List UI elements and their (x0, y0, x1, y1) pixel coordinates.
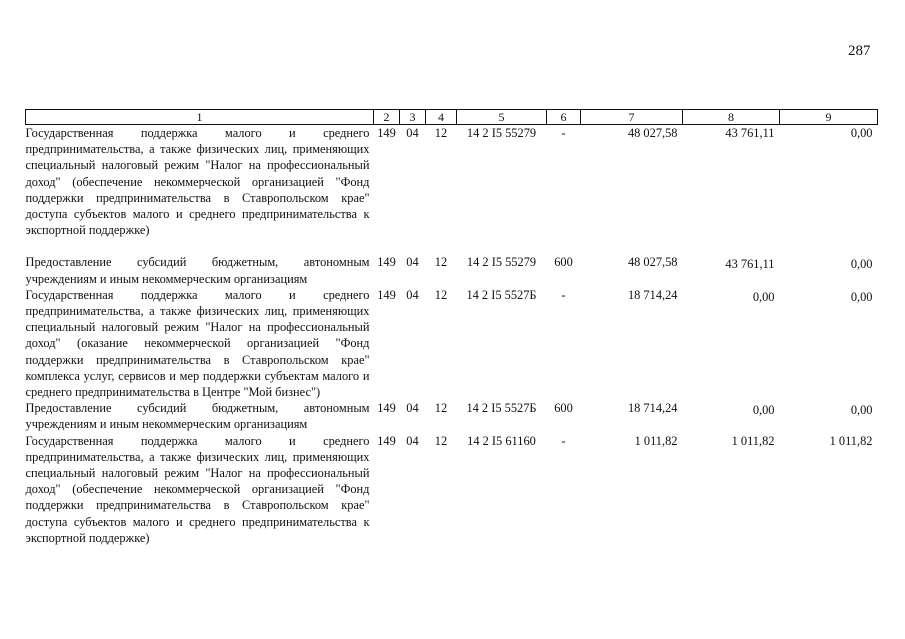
table-row (26, 254, 878, 286)
table-header (26, 110, 878, 125)
row-name: Государственная поддержка малого и среднего предпринимательства, а также физических лиц, применяющих специальный налоговый режим "Налог на профессиональный доход" (оказание некоммерческой организацией "Фонд поддержки предпринимательства в Ставропольском крае" комплекса услуг, сервисов и мер поддержки субъектам малого и среднего предпринимательства в Центре "Мой бизнес") (25, 287, 370, 400)
header-col-9: 9 (780, 110, 878, 125)
row-target-article: 14 2 I5 61160 (467, 433, 536, 448)
table-row (26, 287, 878, 400)
row-amount-7: 48 027,58 (627, 255, 678, 270)
row-amount-8: 1 011,82 (731, 433, 775, 448)
row-amount-9: 0,00 (850, 289, 873, 304)
header-col-4: 4 (426, 110, 457, 125)
row-section: 04 (406, 433, 419, 448)
row-section: 04 (406, 287, 419, 302)
row-subsection: 12 (434, 255, 448, 270)
header-col-2: 2 (374, 110, 400, 125)
row-admin-code: 149 (377, 255, 396, 270)
row-subsection: 12 (434, 126, 448, 140)
row-target-article: 14 2 I5 5527Б (466, 401, 537, 416)
row-amount-9: 0,00 (850, 403, 873, 418)
row-amount-9: 0,00 (850, 126, 873, 140)
header-row (26, 110, 878, 125)
row-admin-code: 149 (377, 287, 396, 302)
table-row (26, 433, 878, 546)
row-admin-code: 149 (377, 126, 396, 140)
row-amount-8: 0,00 (752, 289, 775, 304)
row-amount-7: 1 011,82 (634, 433, 678, 448)
row-amount-8: 43 761,11 (725, 126, 775, 140)
table-row (26, 400, 878, 432)
row-amount-7: 48 027,58 (627, 126, 678, 140)
row-admin-code: 149 (377, 401, 396, 416)
row-amount-8: 0,00 (752, 403, 775, 418)
row-expense-type: - (561, 433, 566, 448)
row-admin-code: 149 (377, 433, 396, 448)
row-expense-type: 600 (554, 401, 573, 416)
row-subsection: 12 (434, 433, 448, 448)
header-col-8: 8 (683, 110, 780, 125)
header-col-7: 7 (581, 110, 683, 125)
row-target-article: 14 2 I5 55279 (466, 255, 537, 270)
row-subsection: 12 (434, 401, 448, 416)
header-col-3: 3 (400, 110, 426, 125)
row-name: Предоставление субсидий бюджетным, автономным учреждениям и иным некоммерческим организациям (25, 255, 370, 286)
page-number: 287 (848, 43, 871, 59)
row-amount-8: 43 761,11 (725, 257, 775, 272)
table-body (26, 125, 878, 547)
row-target-article: 14 2 I5 5527Б (466, 287, 537, 302)
row-subsection: 12 (434, 287, 448, 302)
header-col-5: 5 (457, 110, 547, 125)
row-target-article: 14 2 I5 55279 (466, 126, 537, 140)
header-col-1: 1 (26, 110, 374, 125)
row-expense-type: - (561, 126, 566, 140)
row-name: Государственная поддержка малого и среднего предпринимательства, а также физических лиц, применяющих специальный налоговый режим "Налог на профессиональный доход" (обеспечение некоммерческой организацией "Фонд поддержки предпринимательства в Ставропольском крае" доступа субъектов малого и среднего предпринимательства к экспортной поддержке) (25, 433, 370, 545)
row-expense-type: - (561, 287, 566, 302)
row-section: 04 (406, 255, 419, 270)
header-col-6: 6 (547, 110, 581, 125)
budget-table (25, 109, 878, 546)
table-row (26, 125, 878, 255)
row-expense-type: 600 (554, 255, 573, 270)
row-amount-9: 0,00 (850, 257, 873, 272)
row-amount-9: 1 011,82 (829, 433, 873, 448)
row-name: Государственная поддержка малого и среднего предпринимательства, а также физических лиц, применяющих специальный налоговый режим "Налог на профессиональный доход" (обеспечение некоммерческой организацией "Фонд поддержки предпринимательства в Ставропольском крае" доступа субъектов малого и среднего предпринимательства к экспортной поддержке) (25, 126, 370, 238)
row-amount-7: 18 714,24 (627, 287, 678, 302)
row-name: Предоставление субсидий бюджетным, автономным учреждениям и иным некоммерческим организациям (25, 401, 370, 432)
row-section: 04 (406, 126, 419, 140)
row-section: 04 (406, 401, 419, 416)
row-amount-7: 18 714,24 (627, 401, 678, 416)
